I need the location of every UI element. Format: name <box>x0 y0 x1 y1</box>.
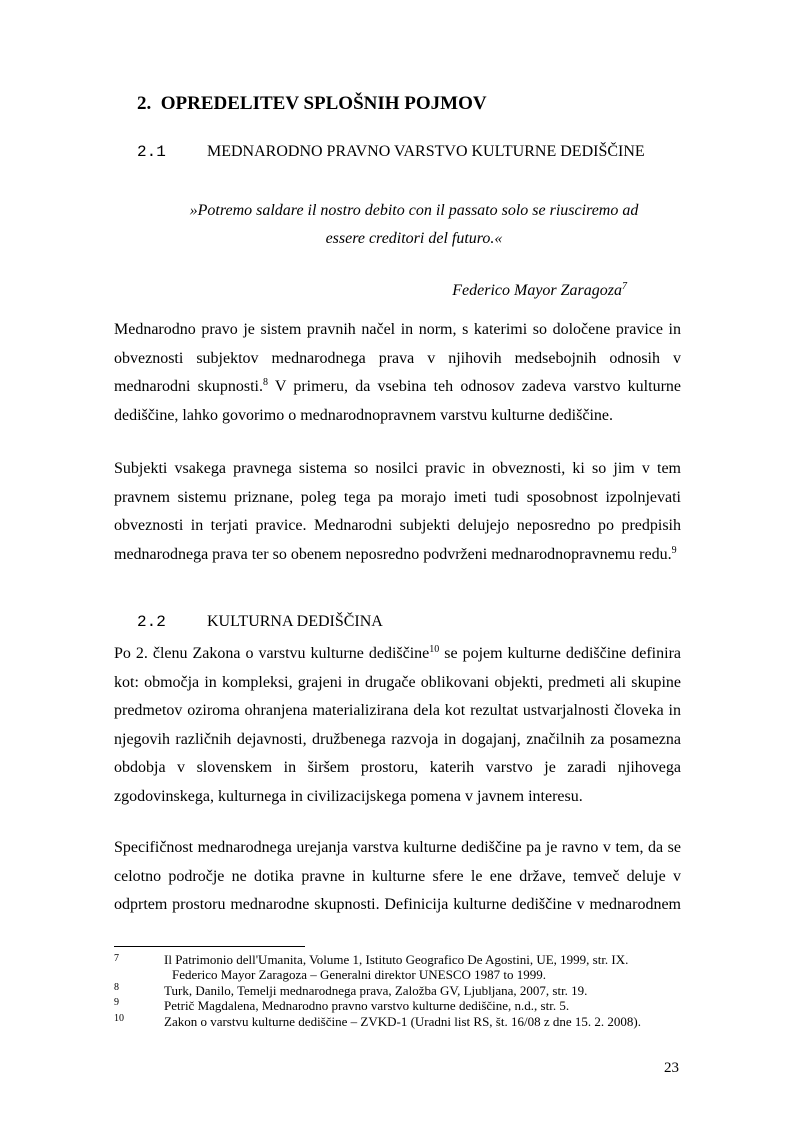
quote-line-2: essere creditori del futuro.« <box>325 230 503 247</box>
footnote-7-number: 7 <box>114 953 119 964</box>
para4-line-2: celotno področje ne dotika pravne in kulturne sfere le ene države, temveč deluje v <box>114 867 681 885</box>
footnote-9-number: 9 <box>114 997 119 1008</box>
section-number-2-2: 2.2 <box>137 613 166 631</box>
chapter-heading <box>137 93 487 115</box>
footnote-ref-7: 7 <box>622 281 627 292</box>
footnote-9-text: Petrič Magdalena, Mednarodno pravno varstvo kulturne dediščine, n.d., str. 5. <box>164 998 570 1013</box>
quote-line-1: »Potremo saldare il nostro debito con il passato solo se riusciremo ad <box>189 202 639 219</box>
para3-line-2: kot: območja in kompleksi, grajeni in drugače oblikovani objekti, predmeti ali skupine <box>114 673 681 691</box>
para1-line-3a: mednarodni skupnosti. <box>114 378 263 395</box>
para4-line-3: odprtem prostoru mednarodne skupnosti. Definicija kulturne dediščine v mednarodnem <box>114 896 681 913</box>
quote-author-name: Federico Mayor Zaragoza <box>452 282 622 299</box>
footnote-ref-9: 9 <box>671 544 677 556</box>
para1-line-2: obveznosti subjektov mednarodnega prava v njihovih medsebojnih odnosih v <box>114 349 681 367</box>
footnote-8-number: 8 <box>114 982 119 993</box>
para2-line-4-text: mednarodnega prava ter so obenem neposredno podvrženi mednarodnopravnemu redu. <box>114 545 672 563</box>
para3-line-1a: Po 2. členu Zakona o varstvu kulturne dediščine <box>114 645 430 662</box>
footnote-7-text-2: Federico Mayor Zaragoza – Generalni direktor UNESCO 1987 to 1999. <box>172 967 547 982</box>
para3-line-6: zgodovinskega, kulturnega in civilizacijskega pomena v javnem interesu. <box>114 787 583 805</box>
para1-line-3 <box>114 373 681 402</box>
footnote-ref-10: 10 <box>429 644 440 655</box>
epigraph-quote <box>150 197 678 253</box>
paragraph-1 <box>114 316 681 430</box>
section-number-2-1: 2.1 <box>137 143 166 161</box>
para3-line-5: obdobja v slovenskem in širšem prostoru, katerih varstvo je zaradi njihovega <box>114 759 681 776</box>
quote-author <box>452 282 627 300</box>
para4-line-1: Specifičnost mednarodnega urejanja varstva kulturne dediščine pa je ravno v tem, da se <box>114 839 681 856</box>
footnote-10-number: 10 <box>114 1013 124 1024</box>
para3-line-3: predmetov oziroma ohranjena materializirana dela kot rezultat ustvarjalnosti človeka in <box>114 702 681 719</box>
page-number: 23 <box>664 1060 679 1076</box>
paragraph-4 <box>114 834 681 920</box>
section-title-2-1: MEDNARODNO PRAVNO VARSTVO KULTURNE DEDIŠČINE <box>207 143 645 160</box>
para3-line-4: njegovih različnih dejavnosti, družbenega razvoja in dogajanj, značilnih za posamezna <box>114 730 681 748</box>
para1-line-3b: V primeru, da vsebina teh odnosov zadeva varstvo kulturne <box>267 378 681 395</box>
chapter-number: 2. <box>137 93 152 114</box>
para3-line-1 <box>114 640 681 669</box>
footnote-separator <box>114 946 305 947</box>
para3-line-1b: se pojem kulturne dediščine definira <box>439 645 681 662</box>
para2-line-2: pravnem sistemu priznane, poleg tega pa morajo imeti tudi sposobnost izpolnjevati <box>114 488 681 506</box>
para2-line-4 <box>114 541 681 570</box>
footnote-7-text: Il Patrimonio dell'Umanita, Volume 1, Istituto Geografico De Agostini, UE, 1999, str. IX. <box>164 952 629 967</box>
paragraph-2 <box>114 455 681 569</box>
section-title-2-2: KULTURNA DEDIŠČINA <box>207 613 383 630</box>
para1-line-1: Mednarodno pravo je sistem pravnih načel in norm, s katerimi so določene pravice in <box>114 321 681 338</box>
footnote-ref-8: 8 <box>262 377 268 388</box>
para2-line-3: obveznosti in terjati pravice. Mednarodni subjekti delujejo neposredno po predpisih <box>114 517 681 534</box>
chapter-title: OPREDELITEV SPLOŠNIH POJMOV <box>160 93 487 114</box>
footnote-10-text: Zakon o varstvu kulturne dediščine – ZVKD-1 (Uradni list RS, št. 16/08 z dne 15. 2. 2008). <box>164 1014 641 1029</box>
footnote-8-text: Turk, Danilo, Temelji mednarodnega prava, Založba GV, Ljubljana, 2007, str. 19. <box>164 983 588 998</box>
paragraph-3 <box>114 640 681 811</box>
para2-line-1: Subjekti vsakega pravnega sistema so nosilci pravic in obveznosti, ki so jim v tem <box>114 460 681 477</box>
para1-line-4: dediščine, lahko govorimo o mednarodnopravnem varstvu kulturne dediščine. <box>114 406 613 424</box>
